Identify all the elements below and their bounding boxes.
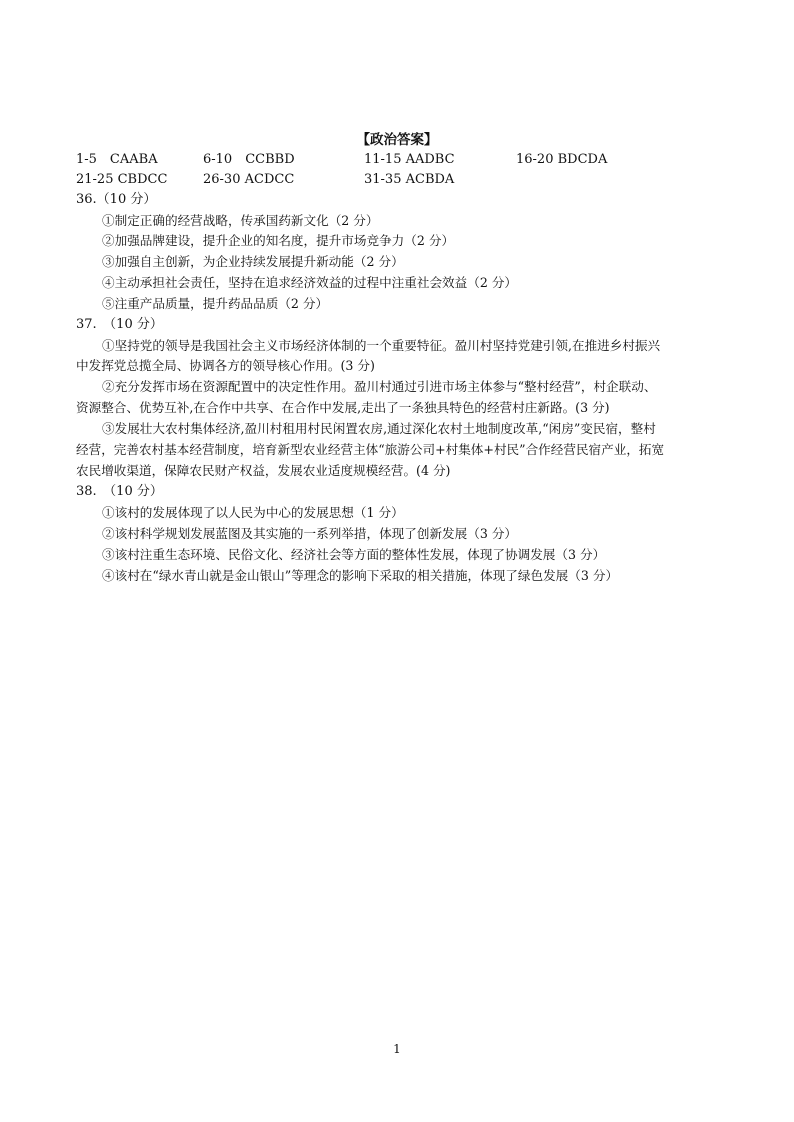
answer-point: ①该村的发展体现了以人民为中心的发展思想（1 分） (102, 505, 404, 520)
answer-paragraph-line: 农民增收渠道，保障农民财产权益，发展农业适度规模经营。(4 分) (76, 463, 451, 478)
answer-point: ③该村注重生态环境、民俗文化、经济社会等方面的整体性发展，体现了协调发展（3 分） (102, 547, 606, 562)
answer-point: ④该村在“绿水青山就是金山银山”等理念的影响下采取的相关措施，体现了绿色发展（3 分） (102, 568, 619, 583)
answer-paragraph-line: ②充分发挥市场在资源配置中的决定性作用。盈川村通过引进市场主体参与“整村经营”，村企联动、 (102, 379, 657, 394)
answer-point: ⑤注重产品质量，提升药品品质（2 分） (102, 296, 329, 311)
mc-answer-group: 11-15 AADBC (364, 152, 455, 167)
answer-point: ①制定正确的经营战略，传承国药新文化（2 分） (102, 213, 379, 228)
question-36-heading: 36.（10 分） (76, 192, 157, 207)
answer-point: ③加强自主创新，为企业持续发展提升新动能（2 分） (102, 254, 404, 269)
answer-point: ②加强品牌建设，提升企业的知名度，提升市场竞争力（2 分） (102, 233, 455, 248)
answer-paragraph-line: ③发展壮大农村集体经济,盈川村租用村民闲置农房,通过深化农村土地制度改革,“闲房”变民宿，整村 (102, 421, 656, 436)
mc-answer-group: 21-25 CBDCC (76, 172, 168, 187)
question-37-heading: 37. （10 分） (76, 317, 163, 332)
mc-answer-group: 31-35 ACBDA (364, 172, 455, 187)
mc-answer-group: 16-20 BDCDA (516, 152, 608, 167)
page-title: 【政治答案】 (356, 132, 438, 148)
answer-paragraph-line: ①坚持党的领导是我国社会主义市场经济体制的一个重要特征。盈川村坚持党建引领,在推进乡村振兴 (102, 338, 661, 353)
page-number: 1 (393, 1042, 401, 1056)
answer-paragraph-line: 中发挥党总揽全局、协调各方的领导核心作用。(3 分) (76, 358, 375, 373)
answer-paragraph-line: 资源整合、优势互补,在合作中共享、在合作中发展,走出了一条独具特色的经营村庄新路。(3 分) (76, 400, 610, 415)
answer-point: ④主动承担社会责任，坚持在追求经济效益的过程中注重社会效益（2 分） (102, 275, 518, 290)
question-38-heading: 38. （10 分） (76, 484, 163, 499)
mc-answer-group: 6-10 CCBBD (203, 152, 295, 167)
answer-paragraph-line: 经营，完善农村基本经营制度，培育新型农业经营主体“旅游公司+村集体+村民”合作经营民宿产业，拓宽 (76, 442, 665, 457)
mc-answer-group: 26-30 ACDCC (203, 172, 295, 187)
mc-answer-group: 1-5 CAABA (76, 152, 158, 167)
answer-point: ②该村科学规划发展蓝图及其实施的一系列举措，体现了创新发展（3 分） (102, 526, 518, 541)
